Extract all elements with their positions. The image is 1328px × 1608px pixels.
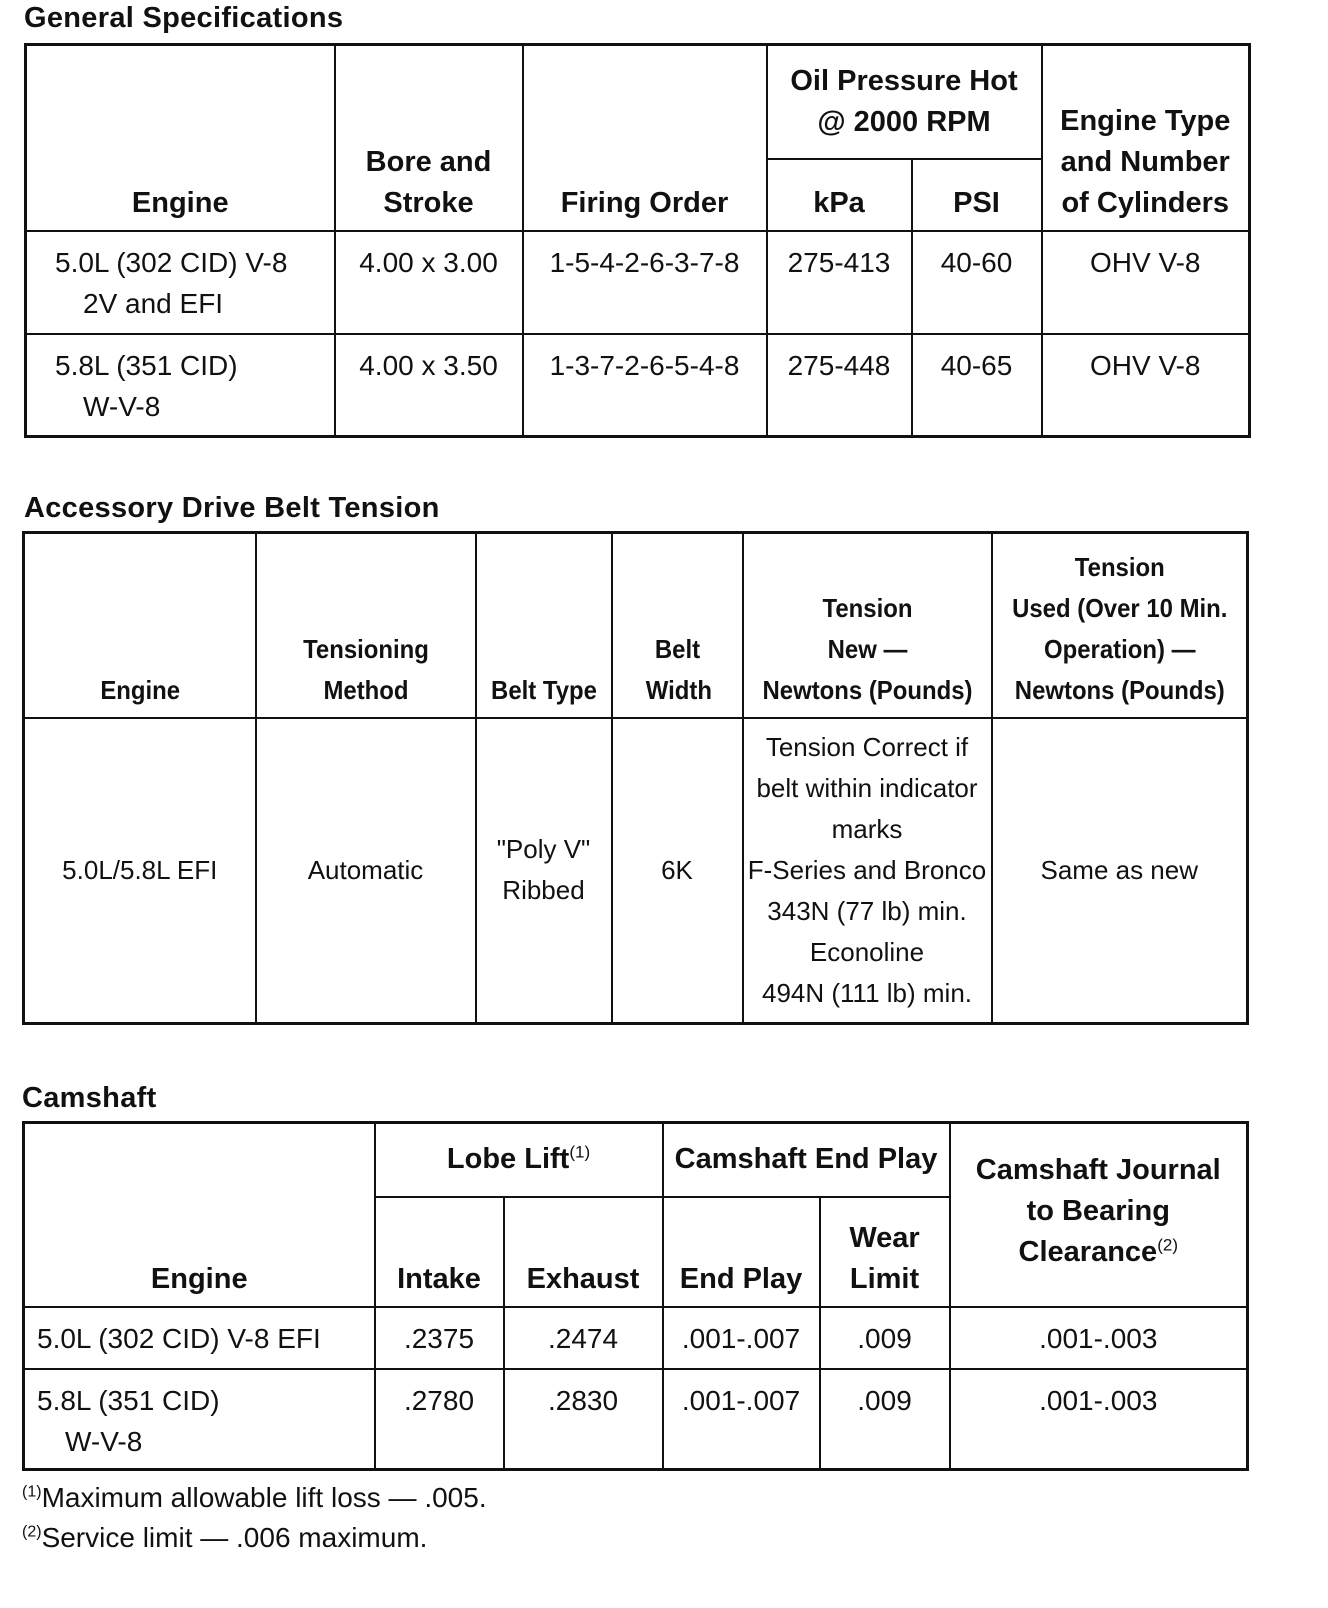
tension-new-line: Tension Correct if <box>765 731 969 762</box>
general-specifications-table <box>24 43 1251 438</box>
header-engine: Engine <box>24 1123 375 1307</box>
tension-new-line: marks <box>831 813 903 844</box>
cell-tension-new <box>743 718 992 1024</box>
cell-belt-type <box>476 718 612 1024</box>
cell-intake: .2375 <box>375 1307 504 1369</box>
header-engine-type: Engine Type and Number of Cylinders <box>1042 45 1250 231</box>
cell-psi: 40-60 <box>912 231 1042 334</box>
cell-engine: 5.0L/5.8L EFI <box>24 718 256 1024</box>
tension-new-line: 343N (77 lb) min. <box>767 895 967 926</box>
engine-line: W-V-8 <box>65 1425 143 1457</box>
cell-wear-limit: .009 <box>820 1369 950 1470</box>
footnote-ref: (2) <box>1157 1235 1178 1255</box>
cell-tension-used: Same as new <box>992 718 1248 1024</box>
footnote-mark: (1) <box>22 1483 42 1501</box>
belt-type-line: "Poly V" <box>496 834 591 865</box>
cell-firing-order: 1-3-7-2-6-5-4-8 <box>523 334 767 437</box>
header-line: Wear <box>849 1221 920 1254</box>
cell-tensioning-method: Automatic <box>256 718 476 1024</box>
header-engine: Engine <box>26 45 335 231</box>
header-line: Camshaft Journal <box>975 1154 1221 1187</box>
header-line: Newtons (Pounds) <box>762 674 972 705</box>
header-kpa: kPa <box>767 159 912 231</box>
table-row <box>24 1307 1248 1369</box>
header-tension-new <box>752 533 981 718</box>
cell-intake: .2780 <box>375 1369 504 1470</box>
cell-clearance: .001-.003 <box>950 1307 1248 1369</box>
cell-end-play: .001-.007 <box>663 1369 820 1470</box>
camshaft-table <box>22 1121 1249 1471</box>
cell-firing-order: 1-5-4-2-6-3-7-8 <box>523 231 767 334</box>
header-line: New — <box>827 633 907 664</box>
header-line: to Bearing <box>1026 1195 1170 1228</box>
belt-tension-table <box>22 531 1249 1025</box>
header-firing-order: Firing Order <box>523 45 767 231</box>
header-camshaft-end-play: Camshaft End Play <box>663 1123 950 1197</box>
header-engine: Engine <box>33 533 246 718</box>
footnotes <box>22 1478 487 1558</box>
header-line <box>957 1232 1241 1273</box>
header-line: Newtons (Pounds) <box>1014 674 1225 705</box>
engine-line: 5.0L (302 CID) V-8 <box>55 246 288 278</box>
engine-line: 5.8L (351 CID) <box>55 349 238 381</box>
header-tensioning-method: Tensioning Method <box>264 533 466 718</box>
header-psi: PSI <box>912 159 1042 231</box>
header-journal-clearance <box>950 1123 1248 1307</box>
footnote-text: Maximum allowable lift loss — .005. <box>41 1482 487 1513</box>
header-line: Operation) — <box>1043 633 1196 664</box>
header-exhaust: Exhaust <box>504 1197 663 1307</box>
footnote-2 <box>22 1518 487 1558</box>
cell-engine <box>24 1369 375 1470</box>
header-oil-pressure: Oil Pressure Hot @ 2000 RPM <box>767 45 1042 159</box>
table-row <box>24 1369 1248 1470</box>
cell-belt-width: 6K <box>612 718 743 1024</box>
belt-tension-title: Accessory Drive Belt Tension <box>24 492 440 524</box>
cell-engine <box>26 334 335 437</box>
cell-engine-type: OHV V-8 <box>1042 231 1250 334</box>
footnote-ref: (1) <box>569 1142 591 1162</box>
cell-psi: 40-65 <box>912 334 1042 437</box>
cell-kpa: 275-413 <box>767 231 912 334</box>
header-belt-width: Belt Width <box>617 533 738 718</box>
tension-new-line: 494N (111 lb) min. <box>761 977 973 1008</box>
header-line: Tension <box>1074 551 1165 582</box>
engine-line: 2V and EFI <box>83 287 224 319</box>
clearance-label: Clearance <box>1018 1236 1158 1269</box>
header-line: Limit <box>849 1262 920 1295</box>
header-bore-stroke: Bore and Stroke <box>335 45 523 231</box>
header-intake: Intake <box>375 1197 504 1307</box>
header-lobe-lift <box>375 1123 663 1197</box>
engine-line: W-V-8 <box>83 390 161 422</box>
footnote-mark: (2) <box>22 1523 42 1541</box>
cell-engine <box>26 231 335 334</box>
footnote-text: Service limit — .006 maximum. <box>41 1522 428 1553</box>
cell-end-play: .001-.007 <box>663 1307 820 1369</box>
tension-new-line: Econoline <box>809 936 925 967</box>
header-line: Tension <box>822 592 912 623</box>
lobe-lift-label: Lobe Lift <box>446 1143 570 1176</box>
table-row <box>24 718 1248 1024</box>
table-row <box>26 231 1250 334</box>
cell-bore-stroke: 4.00 x 3.50 <box>335 334 523 437</box>
header-end-play: End Play <box>663 1197 820 1307</box>
cell-exhaust: .2474 <box>504 1307 663 1369</box>
cell-clearance: .001-.003 <box>950 1369 1248 1470</box>
tension-new-line: belt within indicator <box>756 772 978 803</box>
general-specifications-title: General Specifications <box>24 2 344 34</box>
cell-engine-type: OHV V-8 <box>1042 334 1250 437</box>
header-wear-limit <box>820 1197 950 1307</box>
header-tension-used <box>1002 533 1238 718</box>
cell-wear-limit: .009 <box>820 1307 950 1369</box>
footnote-1 <box>22 1478 487 1518</box>
camshaft-title: Camshaft <box>22 1082 157 1114</box>
engine-line: 5.8L (351 CID) <box>37 1384 220 1416</box>
cell-kpa: 275-448 <box>767 334 912 437</box>
tension-new-line: F-Series and Bronco <box>747 854 987 885</box>
belt-type-line: Ribbed <box>502 875 585 906</box>
header-belt-type: Belt Type <box>481 533 606 718</box>
cell-engine: 5.0L (302 CID) V-8 EFI <box>24 1307 375 1369</box>
table-row <box>26 334 1250 437</box>
cell-bore-stroke: 4.00 x 3.00 <box>335 231 523 334</box>
header-line: Used (Over 10 Min. <box>1011 592 1227 623</box>
cell-exhaust: .2830 <box>504 1369 663 1470</box>
